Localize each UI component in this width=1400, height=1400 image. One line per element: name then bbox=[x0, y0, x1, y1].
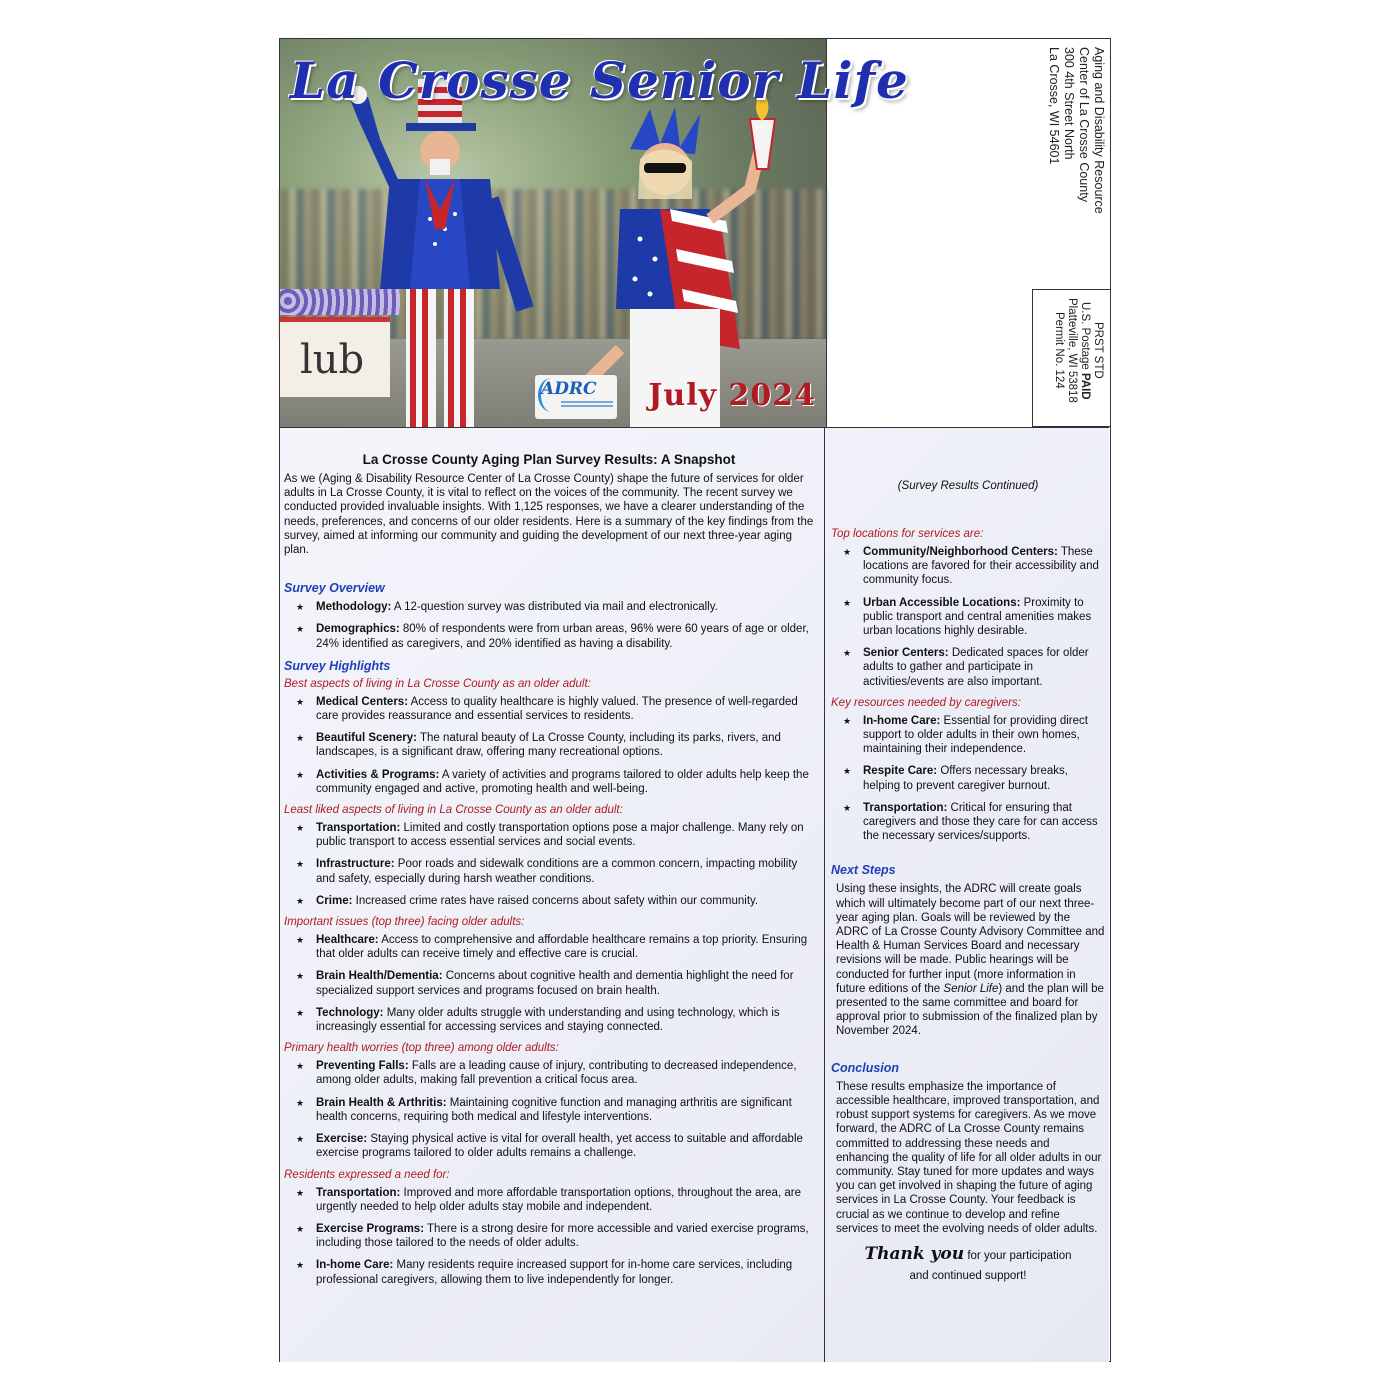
list-item-text: Increased crime rates have raised concerns about safety within our community. bbox=[352, 894, 759, 907]
resident-needs-list bbox=[284, 1186, 814, 1287]
list-item-term: Community/Neighborhood Centers: bbox=[863, 546, 1058, 558]
adrc-logo-text: ADRC bbox=[541, 379, 597, 399]
list-item bbox=[284, 731, 814, 759]
list-item bbox=[284, 857, 814, 885]
adrc-logo-tagline bbox=[561, 401, 613, 403]
list-item-text: Essential for providing direct support to older adults in their own homes, maintaining their independence. bbox=[863, 714, 1088, 756]
list-item-text: Maintaining cognitive function and managing arthritis are significant health concerns, requiring both medical and lifestyle interventions. bbox=[316, 1096, 792, 1123]
return-address-line: La Crosse, WI 54601 bbox=[1047, 47, 1061, 165]
subsection-heading: Least liked aspects of living in La Crosse County as an older adult: bbox=[284, 804, 623, 817]
best-aspects-list bbox=[284, 695, 814, 796]
thank-you-line: and continued support! bbox=[909, 1269, 1027, 1282]
conclusion-text: These results emphasize the importance of accessible healthcare, improved transportation, and robust support systems for caregivers. As we move forward, the ADRC of La Crosse County remains committed to addressing these needs and enhancing the quality of life for all older adults in our community. Stay tuned for more updates and ways you can get involved in shaping the future of aging services in La Crosse County. Your feedback is crucial as we continue to develop and refine services to meet the evolving needs of older adults. bbox=[836, 1080, 1102, 1235]
list-item bbox=[831, 764, 1105, 792]
list-item bbox=[831, 714, 1105, 757]
list-item-term: Exercise Programs: bbox=[316, 1222, 425, 1235]
service-locations-list bbox=[831, 545, 1105, 689]
list-item bbox=[284, 821, 814, 849]
cover-photo bbox=[280, 39, 909, 427]
subsection-heading: Top locations for services are: bbox=[831, 528, 984, 540]
health-worries-list bbox=[284, 1059, 814, 1160]
postage-line-text: U.S. Postage bbox=[1079, 301, 1091, 373]
list-item bbox=[284, 1006, 814, 1034]
list-item-text: Access to comprehensive and affordable healthcare remains a top priority. Ensuring that older adults can receive timely and effective care is crucial. bbox=[316, 934, 808, 961]
list-item-term: Technology: bbox=[316, 1006, 384, 1019]
article-title: La Crosse County Aging Plan Survey Results: A Snapshot bbox=[362, 452, 736, 467]
list-item bbox=[284, 600, 814, 614]
next-steps-emphasis: Senior Life bbox=[943, 982, 999, 995]
list-item-text: A 12-question survey was distributed via mail and electronically. bbox=[391, 601, 718, 614]
list-item-term: Demographics: bbox=[316, 623, 400, 636]
list-item bbox=[284, 1132, 814, 1160]
return-address-line: Center of La Crosse County bbox=[1077, 47, 1091, 202]
newsletter-page bbox=[279, 38, 1111, 1362]
list-item-text: Improved and more affordable transportation options, throughout the area, are urgently needed to help older adults stay mobile and independent. bbox=[316, 1186, 801, 1213]
caregiver-resources-list bbox=[831, 714, 1105, 844]
list-item-term: Infrastructure: bbox=[316, 858, 395, 871]
list-item-term: Brain Health/Dementia: bbox=[316, 970, 443, 983]
subsection-heading: Best aspects of living in La Crosse County as an older adult: bbox=[284, 677, 591, 690]
masthead-title: La Crosse Senior Life bbox=[290, 51, 909, 110]
postage-paid: PAID bbox=[1079, 372, 1091, 400]
section-heading: Conclusion bbox=[831, 1060, 900, 1075]
list-item bbox=[284, 894, 814, 908]
overview-list bbox=[284, 600, 814, 651]
list-item-term: Methodology: bbox=[316, 601, 392, 614]
list-item-term: Activities & Programs: bbox=[316, 768, 440, 781]
left-column bbox=[280, 428, 825, 1362]
list-item-text: These locations are favored for their accessibility and community focus. bbox=[863, 546, 1099, 587]
list-item-term: Senior Centers: bbox=[863, 647, 949, 660]
list-item-text: Concerns about cognitive health and dementia highlight the need for specialized support services and programs focused on brain health. bbox=[316, 970, 794, 997]
section-heading: Survey Highlights bbox=[284, 658, 391, 673]
thank-you-note bbox=[831, 1244, 1105, 1286]
list-item bbox=[831, 596, 1105, 639]
section-heading: Survey Overview bbox=[284, 581, 385, 596]
thank-you-script: Thank you bbox=[864, 1243, 965, 1264]
article-intro: As we (Aging & Disability Resource Center of La Crosse County) shape the future of services for older adults in La Crosse County, it is vital to reflect on the voices of the community. The recent survey we conducted provided invaluable insights. With 1,125 responses, we have a clearer understanding of the needs, preferences, and concerns of our older residents. Here is a summary of the key findings from the survey, aimed at informing our community and guiding the development of our next three-year aging plan. bbox=[284, 473, 814, 557]
list-item-term: Transportation: bbox=[316, 822, 401, 835]
list-item-text: A variety of activities and programs tailored to older adults help keep the community engaged and active, promoting health and well-being. bbox=[316, 768, 809, 795]
list-item-text: Proximity to public transport and central amenities makes urban locations highly desirable. bbox=[863, 596, 1092, 638]
list-item bbox=[284, 933, 814, 961]
list-item-term: In-home Care: bbox=[316, 1259, 394, 1272]
list-item-text: Offers necessary breaks, helping to prevent caregiver burnout. bbox=[863, 765, 1068, 792]
section-heading: Next Steps bbox=[831, 863, 896, 878]
list-item bbox=[284, 969, 814, 997]
continued-label: (Survey Results Continued) bbox=[897, 480, 1039, 492]
list-item bbox=[284, 768, 814, 796]
return-address bbox=[1046, 47, 1106, 214]
purple-garland bbox=[280, 289, 400, 315]
list-item-term: Medical Centers: bbox=[316, 695, 409, 708]
postage-line: Platteville, WI 53818 bbox=[1066, 298, 1078, 403]
list-item bbox=[831, 646, 1105, 689]
list-item-text: There is a strong desire for more accessible and varied exercise programs, including those tailored to the needs of older adults. bbox=[316, 1222, 809, 1250]
list-item-term: Brain Health & Arthritis: bbox=[316, 1096, 447, 1109]
list-item-text: 80% of respondents were from urban areas, 96% were 60 years of age or older, 24% identified as caregivers, and 20% identified as having a disability. bbox=[316, 623, 809, 650]
list-item-text: Many older adults struggle with understanding and using technology, which is increasingly essential for accessing services and staying connected. bbox=[316, 1006, 780, 1034]
thank-you-line bbox=[831, 1244, 1105, 1266]
postage-line: Permit No. 124 bbox=[1053, 312, 1065, 389]
list-item-text: Falls are a leading cause of injury, contributing to decreased independence, among older adults, making fall prevention a critical focus area. bbox=[316, 1060, 797, 1087]
list-item-text: Access to quality healthcare is highly valued. The presence of well-regarded care provides reassurance and essential services to residents. bbox=[316, 695, 798, 723]
subsection-heading: Primary health worries (top three) among older adults: bbox=[284, 1042, 559, 1055]
list-item bbox=[284, 1258, 814, 1286]
article-body bbox=[280, 427, 1109, 1362]
next-steps-text-part: ) and the plan will be presented to the same committee and board for approval prior to submission of the finalized plan by November 2024. bbox=[836, 982, 1104, 1038]
list-item-text: Dedicated spaces for older adults to gather and participate in activities/events are also important. bbox=[863, 647, 1089, 688]
postage-line bbox=[1078, 298, 1091, 403]
next-steps-text-part: Using these insights, the ADRC will create goals which will ultimately become part of our next three-year aging plan. Goals will be reviewed by the ADRC of La Crosse County Advisory Committee and Health & Human Services Board and necessary revisions will be made. Public hearings will be conducted for further input (more information in future editions of the bbox=[836, 883, 1105, 995]
list-item bbox=[831, 545, 1105, 588]
important-issues-list bbox=[284, 933, 814, 1034]
list-item-term: Transportation: bbox=[863, 801, 948, 814]
right-column bbox=[827, 428, 1109, 1362]
subsection-heading: Residents expressed a need for: bbox=[284, 1168, 450, 1181]
list-item-term: In-home Care: bbox=[863, 714, 941, 727]
list-item-term: Urban Accessible Locations: bbox=[863, 596, 1021, 609]
adrc-logo bbox=[535, 375, 617, 419]
list-item bbox=[284, 1059, 814, 1087]
postage-line: PRST STD bbox=[1092, 322, 1104, 379]
subsection-heading: Important issues (top three) facing older adults: bbox=[284, 916, 525, 929]
list-item-text: Limited and costly transportation options pose a major challenge. Many rely on public transport to access essential services and social events. bbox=[316, 822, 804, 849]
return-address-line: 300 4th Street North bbox=[1062, 47, 1076, 160]
list-item-term: Exercise: bbox=[316, 1133, 368, 1146]
least-liked-list bbox=[284, 821, 814, 908]
list-item-term: Respite Care: bbox=[863, 765, 938, 778]
return-address-line: Aging and Disability Resource bbox=[1092, 47, 1106, 214]
list-item-text: The natural beauty of La Crosse County, including its parks, rivers, and landscapes, is a significant draw, offering many recreational options. bbox=[316, 732, 781, 759]
list-item bbox=[284, 622, 814, 650]
list-item-text: Many residents require increased support for in-home care services, including professional caregivers, allowing them to live independently for longer. bbox=[316, 1259, 793, 1286]
list-item-text: Poor roads and sidewalk conditions are a common concern, impacting mobility and safety, especially during harsh weather conditions. bbox=[316, 858, 798, 885]
issue-date: July 2024 bbox=[648, 378, 816, 413]
list-item bbox=[284, 695, 814, 723]
list-item-text: Staying physical active is vital for overall health, yet access to suitable and affordable exercise programs tailored to older adults remains a challenge. bbox=[316, 1133, 803, 1160]
next-steps-text bbox=[831, 882, 1105, 1038]
list-item-term: Transportation: bbox=[316, 1186, 401, 1199]
club-sign-text: lub bbox=[300, 337, 365, 383]
list-item-term: Preventing Falls: bbox=[316, 1060, 409, 1073]
list-item bbox=[831, 801, 1105, 844]
list-item-text: Critical for ensuring that caregivers and those they care for can access the necessary services/supports. bbox=[863, 801, 1098, 843]
list-item bbox=[284, 1186, 814, 1214]
list-item bbox=[284, 1222, 814, 1250]
subsection-heading: Key resources needed by caregivers: bbox=[831, 696, 1021, 709]
postage-indicia bbox=[1032, 289, 1110, 427]
list-item-term: Crime: bbox=[316, 894, 353, 907]
postage-text bbox=[1052, 298, 1104, 403]
list-item-term: Healthcare: bbox=[316, 934, 379, 947]
list-item bbox=[284, 1096, 814, 1124]
thank-you-text: for your participation bbox=[964, 1249, 1072, 1262]
club-sign bbox=[280, 317, 390, 397]
list-item-term: Beautiful Scenery: bbox=[316, 732, 417, 745]
